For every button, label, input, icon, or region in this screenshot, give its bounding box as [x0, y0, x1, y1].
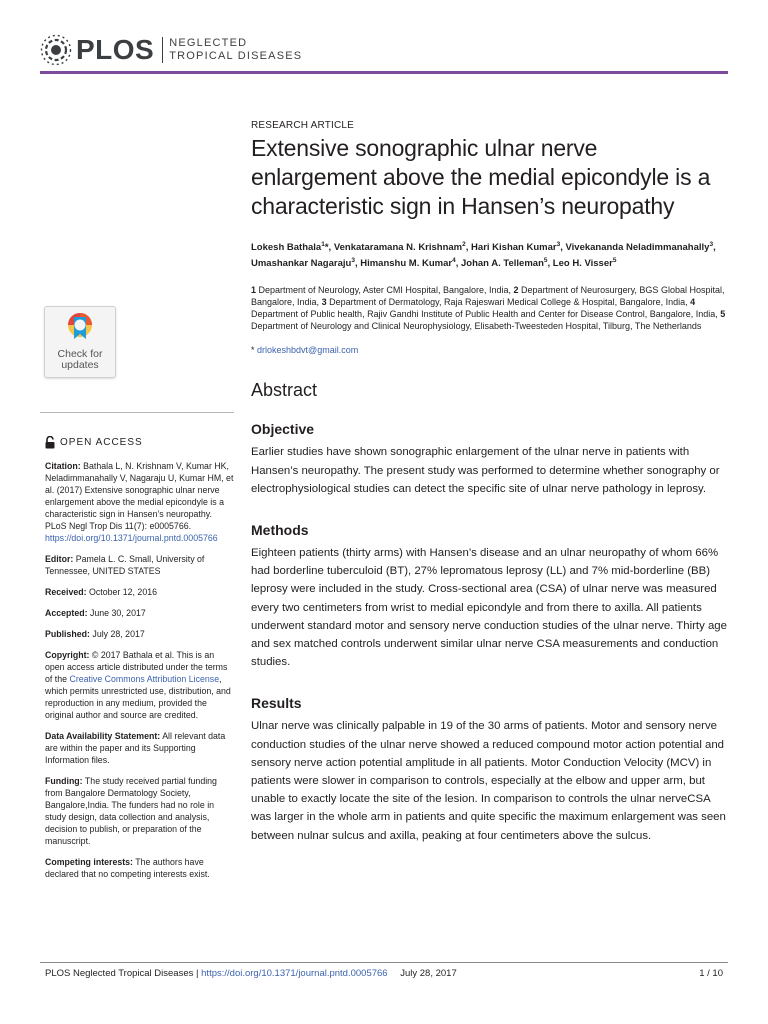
journal-name-line2: TROPICAL DISEASES: [169, 50, 303, 62]
citation-text: Bathala L, N. Krishnam V, Kumar HK, Neladimmanahally V, Nagaraju U, Kumar HM, et al. (2017) Extensive sonographic ulnar nerve enlargement above the medial epicondyle is a characteristic sign in Hansen’s neuropathy. PLoS Negl Trop Dis 11(7): e0005766.: [45, 461, 234, 531]
affiliations: [251, 284, 729, 332]
footer-date: July 28, 2017: [400, 968, 457, 979]
author-name: Himanshu M. Kumar: [360, 258, 453, 270]
author-affiliation-number: 3: [351, 257, 355, 265]
check-for-updates-badge[interactable]: [44, 306, 116, 378]
accepted-label: Accepted:: [45, 608, 88, 618]
abstract-section-text: Eighteen patients (thirty arms) with Hansen’s disease and an ulnar neuropathy of whom 66% had borderline tuberculoid (BT), 27% lepromatous leprosy (LL) and 7% mid-borderline (BB) leprosy were included in the study. Cross-sectional area (CSA) of ulnar nerve was measured every two centimeters from wrist to medial epicondyle and from there to axilla. All patients underwent standard motor and sensory nerve conduction studies of the ulnar nerve. Thirty age and sex matched controls underwent similar ulnar nerve CSA measurements and conduction studies.: [251, 546, 727, 669]
affiliation-text: Department of Public health, Rajiv Gandhi Institute of Public Health and Center for Disease Control, Bangalore, India,: [251, 309, 718, 320]
accepted-date: June 30, 2017: [89, 608, 146, 618]
article-title: Extensive sonographic ulnar nerve enlargement above the medial epicondyle is a characteristic sign in Hansen’s neuropathy: [251, 135, 711, 219]
author-separator: ,: [713, 242, 719, 254]
journal-name: [169, 37, 302, 63]
data-availability-block: [45, 730, 235, 766]
open-access-badge: [45, 436, 143, 449]
accepted-block: [45, 607, 235, 619]
journal-header: [40, 32, 302, 68]
footer-journal: PLOS Neglected Tropical Diseases: [45, 968, 194, 979]
competing-interests-text: The authors have declared that no competing interests exist.: [45, 857, 210, 879]
affiliation-text: Department of Neurology and Clinical Neurophysiology, Elisabeth-Tweesteden Hospital, Tilburg, The Netherlands: [251, 321, 702, 332]
author: [565, 242, 718, 253]
affiliation-text: Department of Neurosurgery, BGS Global Hospital, Bangalore, India,: [251, 285, 725, 308]
correspondence-marker: *: [251, 345, 255, 356]
citation-label: Citation:: [45, 461, 81, 471]
received-date: October 12, 2016: [89, 587, 157, 597]
article-type: RESEARCH ARTICLE: [251, 120, 355, 131]
journal-name-line1: NEGLECTED: [169, 37, 248, 49]
copyright-text-rest: , which permits unrestricted use, distribution, and reproduction in any medium, provided the original author and source are credited.: [45, 674, 231, 720]
author-name: Lokesh Bathala: [251, 242, 322, 254]
data-availability-label: Data Availability Statement:: [45, 731, 161, 741]
received-label: Received:: [45, 587, 87, 597]
author-separator: ,: [465, 242, 472, 254]
copyright-text: © 2017 Bathala et al. This is an open access article distributed under the terms of the: [45, 650, 228, 684]
funding-block: [45, 775, 235, 847]
editor-block: [45, 553, 235, 577]
author: [251, 258, 360, 269]
data-availability-text: All relevant data are within the paper and its Supporting Information files.: [45, 731, 226, 765]
author-separator: ,: [328, 242, 334, 254]
affiliation-number: 1: [251, 285, 257, 296]
citation-block: [45, 460, 235, 544]
author-affiliation-number: 5: [543, 257, 548, 265]
author-name: Hari Kishan Kumar: [471, 242, 557, 254]
open-access-label: OPEN ACCESS: [60, 437, 143, 448]
plos-logo-icon: [40, 34, 72, 66]
author-separator: ,: [547, 258, 553, 270]
author-separator: ,: [560, 242, 566, 254]
abstract-section-heading: Results: [251, 695, 302, 712]
bookmark-ring-icon: [65, 311, 95, 343]
author-separator: ,: [455, 258, 461, 270]
affiliation-text: Department of Neurology, Aster CMI Hospital, Bangalore, India,: [258, 285, 511, 296]
abstract-section-heading: Methods: [251, 521, 309, 538]
author: [334, 242, 471, 253]
author-name: Leo H. Visser: [552, 258, 613, 270]
abstract-section-text: Ulnar nerve was clinically palpable in 19 of the 30 arms of patients. Motor and sensory nerve conduction studies of the ulnar nerve showed a reduced compound motor action potential and sensory nerve action potential amplitude in all patients. Motor Conduction Velocity (MCV) in patients were slower in comparison to controls, especially at the elbow and upper arm, but unable to exactly locate the site of the lesion. In comparison to controls the ulnar nerveCSA was larger in the whole arm in patients and quite specific the maximum enlargement was seen between nulnar sulcus and axilla, peaking at four centimeters above the sulcus.: [251, 720, 726, 842]
affiliation-number: 4: [690, 297, 696, 308]
check-for-updates-label: [45, 349, 115, 371]
author-affiliation-number: 5: [612, 257, 617, 265]
footer-doi-link[interactable]: https://doi.org/10.1371/journal.pntd.0005766: [201, 968, 388, 979]
author-name: Johan A. Telleman: [461, 258, 544, 270]
footer-info: [45, 968, 457, 979]
logo-divider: [162, 37, 163, 63]
page-number: 1 / 10: [699, 968, 723, 979]
author: [251, 242, 334, 253]
author-affiliation-number: 3: [709, 241, 714, 248]
affiliation: [322, 297, 691, 307]
affiliation: [251, 285, 514, 295]
published-date: July 28, 2017: [92, 629, 145, 639]
check-for-updates-line1: Check for: [57, 348, 103, 360]
editor-label: Editor:: [45, 554, 74, 564]
author-name: Venkataramana N. Krishnam: [333, 242, 463, 254]
competing-interests-block: [45, 856, 235, 880]
author-affiliation-number: 3: [556, 241, 561, 248]
abstract-sections: [251, 421, 729, 844]
received-block: [45, 586, 235, 598]
header-rule: [40, 71, 728, 74]
affiliation-number: 2: [513, 285, 519, 296]
affiliation-text: Department of Dermatology, Raja Rajeswari Medical College & Hospital, Bangalore, India,: [329, 297, 688, 308]
author-affiliation-number: 1: [321, 241, 325, 248]
author: [471, 242, 565, 253]
copyright-label: Copyright:: [45, 650, 90, 660]
check-for-updates-line2: updates: [61, 359, 99, 371]
citation-doi-link[interactable]: https://doi.org/10.1371/journal.pntd.0005766: [45, 533, 218, 543]
author-marker: *: [324, 242, 329, 254]
abstract-heading: Abstract: [251, 380, 318, 401]
author: [461, 258, 553, 269]
article-info-sidebar: [45, 460, 235, 889]
footer-separator: |: [193, 968, 202, 979]
correspondence: [251, 345, 729, 355]
abstract-section-heading: Objective: [251, 421, 315, 438]
funding-label: Funding:: [45, 776, 83, 786]
editor-text: Pamela L. C. Small, University of Tennessee, UNITED STATES: [45, 554, 205, 576]
author-separator: ,: [354, 258, 361, 270]
footer-rule: [40, 962, 728, 963]
copyright-block: [45, 649, 235, 721]
affiliation-number: 3: [321, 297, 327, 308]
open-lock-icon: [45, 436, 56, 449]
affiliation-number: 5: [720, 309, 726, 320]
abstract-section-text: Earlier studies have shown sonographic enlargement of the ulnar nerve in patients with Hansen’s neuropathy. The present study was performed to determine whether sonography or electrophysiological studies can detect the specific site of ulnar nerve pathology in leprosy.: [251, 446, 720, 495]
author: [553, 258, 617, 269]
funding-text: The study received partial funding from Bangalore Dermatology Society, Bangalore,India. The funders had no role in study design, data collection and analysis, decision to publish, or preparation of the manuscript.: [45, 776, 217, 846]
published-block: [45, 628, 235, 640]
author-list: [251, 238, 729, 270]
author-affiliation-number: 4: [452, 257, 456, 265]
plos-logo-text: PLOS: [76, 34, 155, 65]
author-name: Umashankar Nagaraju: [251, 258, 352, 270]
license-link[interactable]: Creative Commons Attribution License: [69, 674, 220, 684]
correspondence-email-link[interactable]: drlokeshbdvt@gmail.com: [257, 345, 359, 356]
competing-interests-label: Competing interests:: [45, 857, 133, 867]
author-name: Vivekananda Neladimmanahally: [565, 242, 710, 254]
author: [360, 258, 461, 269]
published-label: Published:: [45, 629, 90, 639]
article-main: [251, 120, 729, 869]
author-affiliation-number: 2: [462, 241, 466, 248]
sidebar-rule: [40, 412, 234, 413]
